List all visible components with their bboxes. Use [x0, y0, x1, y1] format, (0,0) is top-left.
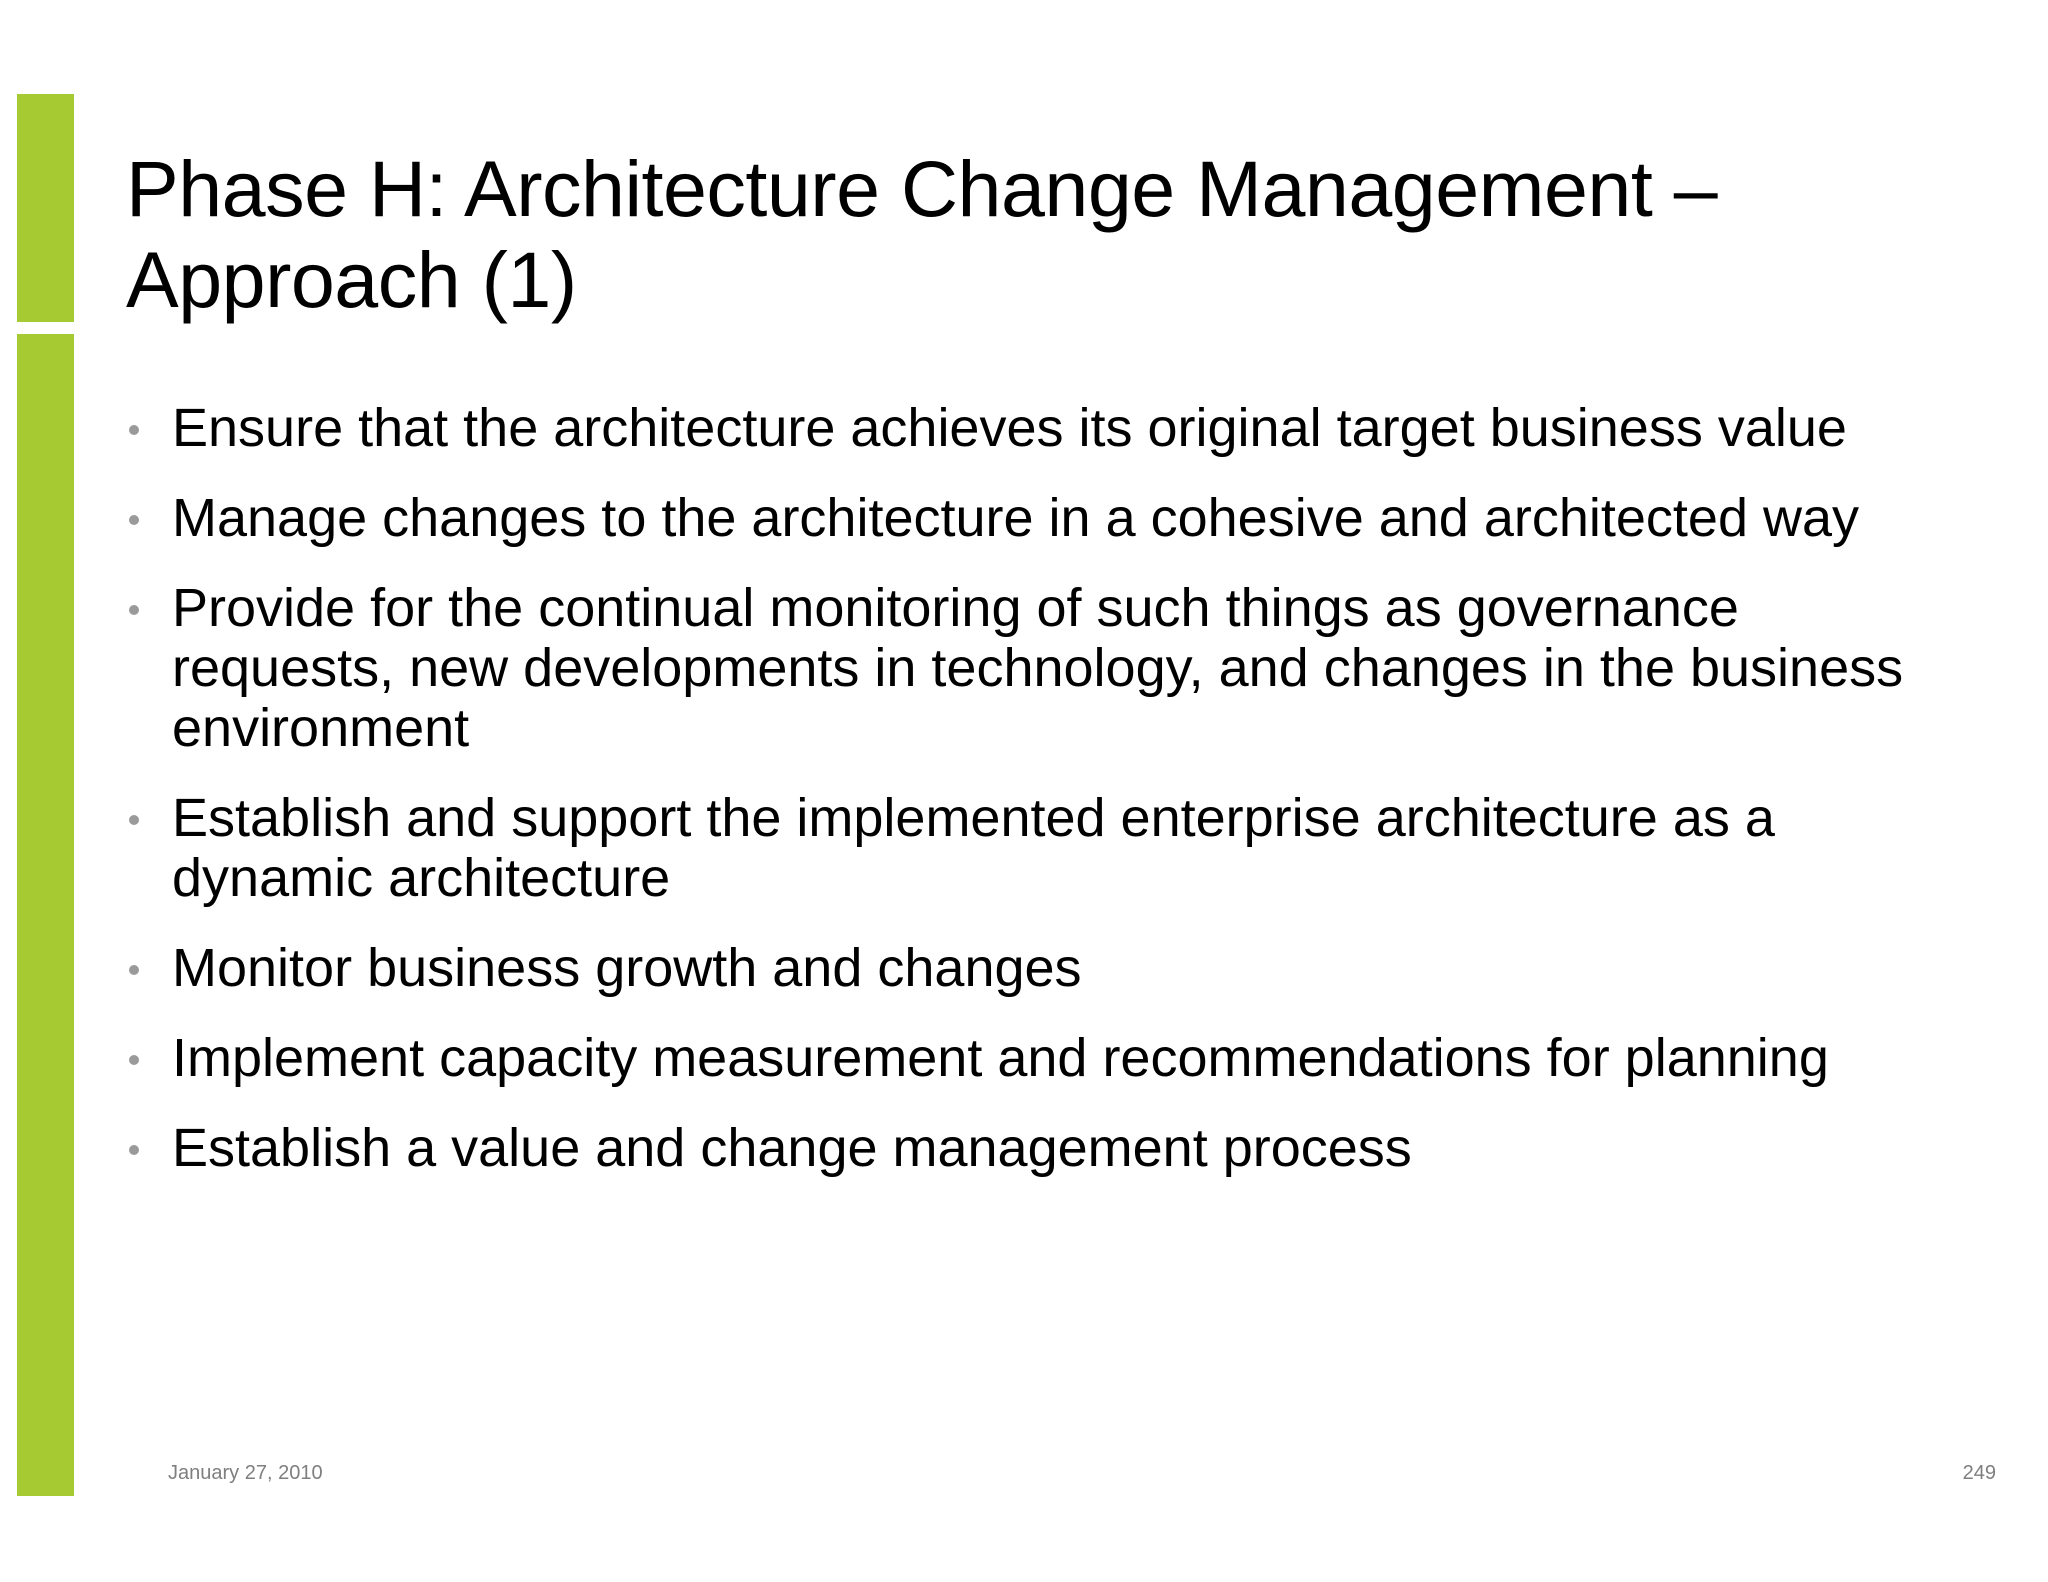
bullet-item	[126, 1118, 1906, 1178]
bullet-item	[126, 398, 1906, 458]
bullet-item	[126, 488, 1906, 548]
bullet-dot-icon	[129, 605, 139, 615]
bullet-dot-icon	[129, 815, 139, 825]
bullet-text: Provide for the continual monitoring of such things as governance requests, new developments in technology, and changes in the business environment	[172, 578, 1904, 758]
bullet-dot-icon	[129, 1055, 139, 1065]
bullet-item	[126, 788, 1906, 908]
bullet-dot-icon	[129, 965, 139, 975]
bullet-text: Establish and support the implemented enterprise architecture as a dynamic architecture	[172, 788, 1775, 908]
bullet-dot-icon	[129, 1145, 139, 1155]
bullet-dot-icon	[129, 425, 139, 435]
bullet-text: Implement capacity measurement and recommendations for planning	[172, 1028, 1829, 1088]
bullet-list	[126, 398, 1906, 1208]
bullet-item	[126, 938, 1906, 998]
bullet-dot-icon	[129, 515, 139, 525]
slide-title: Phase H: Architecture Change Management – Approach (1)	[126, 144, 1718, 324]
bullet-text: Ensure that the architecture achieves its original target business value	[172, 398, 1847, 458]
page-number: 249	[1962, 1462, 1996, 1484]
bullet-text: Manage changes to the architecture in a cohesive and architected way	[172, 488, 1860, 548]
bullet-item	[126, 578, 1906, 758]
accent-bar-top	[17, 94, 74, 322]
bullet-item	[126, 1028, 1906, 1088]
bullet-text: Monitor business growth and changes	[172, 938, 1082, 998]
footer-date: January 27, 2010	[168, 1462, 323, 1484]
accent-bar-bottom	[17, 334, 74, 1496]
bullet-text: Establish a value and change management process	[172, 1118, 1412, 1178]
